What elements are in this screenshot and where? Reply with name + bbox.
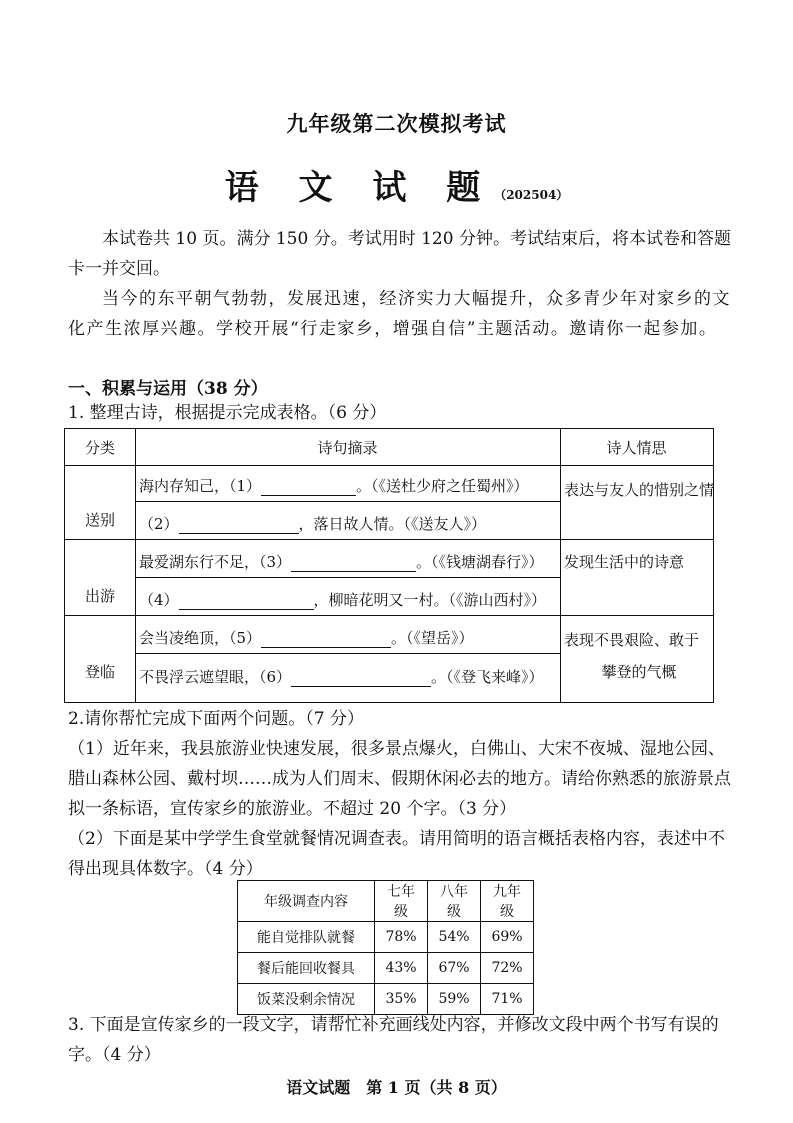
- question-2: [68, 704, 738, 884]
- table-header-cell: 七年级: [375, 881, 428, 922]
- subject-title: 语 文 试 题: [224, 168, 495, 208]
- table-row: [238, 953, 534, 984]
- table-cell: 71%: [481, 984, 534, 1015]
- question-1-text: 1. 整理古诗，根据提示完成表格。（6 分）: [68, 403, 387, 423]
- table-cell: 43%: [375, 953, 428, 984]
- table-cell: 59%: [428, 984, 481, 1015]
- poem-line-6: 不畏浮云遮望眼，（6） 。（《登飞来峰》）: [139, 668, 544, 686]
- feeling-outing: 发现生活中的诗意: [564, 553, 685, 571]
- page-footer: 语文试题 第 1 页（共 8 页）: [286, 1078, 507, 1097]
- answer-blank-2[interactable]: [179, 515, 299, 534]
- table-cell: 饭菜没剩余情况: [238, 984, 375, 1015]
- table-cell: 能自觉排队就餐: [238, 922, 375, 953]
- table-cell: 餐后能回收餐具: [238, 953, 375, 984]
- category-farewell: 送别: [84, 511, 115, 529]
- category-outing: 出游: [84, 587, 115, 605]
- poem-line-4: （4） ，柳暗花明又一村。（《游山西村》）: [139, 591, 547, 609]
- feeling-climbing-1: 表现不畏艰险、敢于: [564, 631, 700, 649]
- question-2-sub1: （1）近年来，我县旅游业快速发展，很多景点爆火，白佛山、大宋不夜城、湿地公园、腊山森林公园、戴村坝……成为人们周末、假期休闲必去的地方。请给你熟悉的旅游景点拟一条标语，宣传家乡的旅游业。不超过 20 个字。（3 分）: [68, 739, 731, 819]
- poem-line-5: 会当凌绝顶，（5） 。（《望岳》）: [139, 629, 474, 647]
- table-row: [238, 881, 534, 922]
- question-3-prompt: 3. 下面是宣传家乡的一段文字，请帮忙补充画线处内容，并修改文段中两个书写有误的字。（4 分）: [68, 1015, 719, 1065]
- intro-block: [68, 224, 736, 344]
- table-row: [238, 922, 534, 953]
- poem-table: [64, 428, 714, 703]
- header-category: 分类: [84, 439, 115, 457]
- poem-line-3: 最爱湖东行不足，（3） 。（《钱塘湖春行》）: [139, 553, 544, 571]
- table-header-cell: 八年级: [428, 881, 481, 922]
- poem-line-1: 海内存知己，（1） 。（《送杜少府之任蜀州》）: [139, 477, 529, 495]
- answer-blank-4[interactable]: [179, 591, 314, 610]
- header-feelings: 诗人情思: [606, 439, 667, 457]
- question-2-prompt: 2.请你帮忙完成下面两个问题。（7 分）: [68, 709, 364, 729]
- header-lines: 诗句摘录: [317, 439, 378, 457]
- survey-table: [237, 880, 534, 1015]
- feeling-farewell: 表达与友人的惜别之情: [564, 481, 715, 499]
- table-header-cell: 年级调查内容: [238, 881, 375, 922]
- intro-theme: 当今的东平朝气勃勃，发展迅速，经济实力大幅提升，众多青少年对家乡的文化产生浓厚兴趣。学校开展“行走家乡，增强自信”主题活动。邀请你一起参加。: [68, 289, 731, 339]
- exam-title: 九年级第二次模拟考试: [286, 111, 507, 136]
- answer-blank-5[interactable]: [261, 629, 391, 648]
- question-1-prompt: [68, 398, 738, 428]
- table-cell: 78%: [375, 922, 428, 953]
- table-cell: 54%: [428, 922, 481, 953]
- poem-line-2: （2） ，落日故人情。（《送友人》）: [139, 515, 487, 533]
- category-climbing: 登临: [84, 663, 115, 681]
- question-3: [68, 1010, 738, 1070]
- subject-title-wrap: [0, 160, 793, 209]
- exam-code: （202504）: [494, 188, 569, 202]
- section-heading: 一、积累与运用（38 分）: [68, 379, 268, 399]
- answer-blank-1[interactable]: [261, 477, 356, 496]
- table-cell: 72%: [481, 953, 534, 984]
- answer-blank-6[interactable]: [291, 668, 431, 687]
- answer-blank-3[interactable]: [291, 553, 416, 572]
- table-cell: 67%: [428, 953, 481, 984]
- table-cell: 35%: [375, 984, 428, 1015]
- table-header-cell: 九年级: [481, 881, 534, 922]
- feeling-climbing-2: 攀登的气概: [601, 663, 677, 681]
- question-2-sub2: （2）下面是某中学学生食堂就餐情况调查表。请用简明的语言概括表格内容，表述中不得出现具体数字。（4 分）: [68, 829, 725, 879]
- table-cell: 69%: [481, 922, 534, 953]
- intro-instructions: 本试卷共 10 页。满分 150 分。考试用时 120 分钟。考试结束后，将本试卷和答题卡一并交回。: [68, 229, 731, 279]
